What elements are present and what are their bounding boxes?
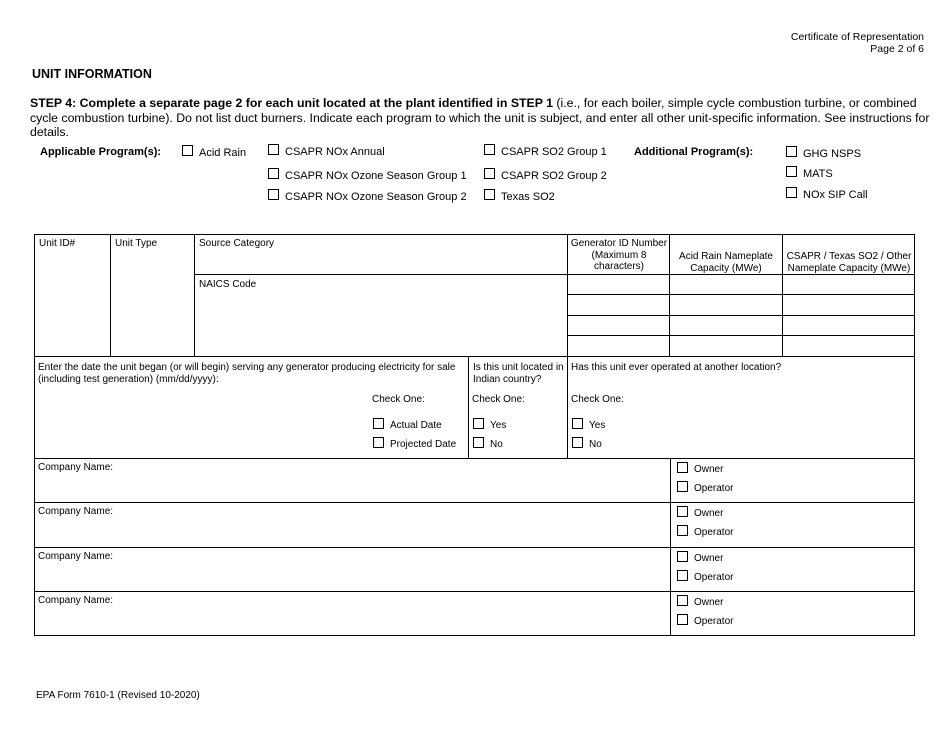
- company-4-operator-checkbox[interactable]: [677, 614, 688, 625]
- indian-yes-checkbox[interactable]: [473, 418, 484, 429]
- csapr-so2-g1-checkbox[interactable]: [484, 144, 495, 155]
- csapr-nox-ozone-g1-checkbox[interactable]: [268, 168, 279, 179]
- source-category-header: Source Category: [199, 238, 275, 249]
- additional-programs-label: Additional Program(s):: [634, 146, 754, 158]
- indian-no-checkbox[interactable]: [473, 437, 484, 448]
- step-label: STEP 4: [30, 96, 73, 110]
- unit-type-header: Unit Type: [115, 238, 158, 249]
- csapr-nox-ozone-g2-checkbox[interactable]: [268, 189, 279, 200]
- other-location-question: Has this unit ever operated at another location?: [571, 362, 782, 373]
- applicable-programs-label: Applicable Program(s):: [40, 146, 162, 158]
- acid-rain-capacity-header: Acid Rain Nameplate Capacity (MWe): [679, 251, 773, 274]
- csapr-capacity-header: CSAPR / Texas SO2 / Other Nameplate Capacity (MWe): [786, 251, 912, 274]
- company-2-owner-option[interactable]: Owner: [677, 508, 723, 519]
- indian-yes-option[interactable]: Yes: [473, 420, 506, 431]
- location-no-checkbox[interactable]: [572, 437, 583, 448]
- projected-date-option[interactable]: Projected Date: [373, 439, 456, 450]
- company-1-operator-option[interactable]: Operator: [677, 483, 733, 494]
- company-4-owner-checkbox[interactable]: [677, 595, 688, 606]
- start-date-question: Enter the date the unit began (or will begin) serving any generator producing electricity for sale (including test generation) (mm/dd/yyyy):: [38, 362, 456, 385]
- company-3-operator-option[interactable]: Operator: [677, 572, 733, 583]
- ghg-nsps-option[interactable]: GHG NSPS: [786, 148, 861, 160]
- acid-rain-checkbox[interactable]: [182, 145, 193, 156]
- step-bold-text: Complete a separate page 2 for each unit located at the plant identified in STEP 1: [79, 96, 553, 110]
- indian-country-question: Is this unit located in Indian country?: [473, 362, 564, 385]
- date-check-one: Check One:: [372, 394, 425, 405]
- location-yes-checkbox[interactable]: [572, 418, 583, 429]
- csapr-nox-annual-checkbox[interactable]: [268, 144, 279, 155]
- certificate-title: Certificate of Representation: [790, 31, 924, 43]
- step-instructions: STEP 4: Complete a separate page 2 for each unit located at the plant identified in STEP 1 (i.e., for each boiler, simple cycle combustion turbine, or combined cycle combustion turbine). Do not list duct burners. Indicate each program to which the unit is subject, and enter all other unit-specific information. See instructions for details.: [30, 96, 930, 139]
- company-4-owner-option[interactable]: Owner: [677, 597, 723, 608]
- actual-date-checkbox[interactable]: [373, 418, 384, 429]
- generator-id-header: Generator ID Number (Maximum 8 characters): [570, 238, 668, 272]
- company-1-operator-checkbox[interactable]: [677, 481, 688, 492]
- company-2-operator-checkbox[interactable]: [677, 525, 688, 536]
- company-3-operator-checkbox[interactable]: [677, 570, 688, 581]
- csapr-so2-g2-checkbox[interactable]: [484, 168, 495, 179]
- actual-date-option[interactable]: Actual Date: [373, 420, 442, 431]
- company-1-owner-checkbox[interactable]: [677, 462, 688, 473]
- company-1-owner-option[interactable]: Owner: [677, 464, 723, 475]
- company-name-label: Company Name:: [38, 462, 114, 473]
- location-yes-option[interactable]: Yes: [572, 420, 605, 431]
- step-rest-text: (i.e., for each boiler, simple cycle combustion turbine, or combined cycle combustion turbine). Do not list duct burners. Indicate each program to which the unit is subject, and enter all other unit-specific information. See instructions for details.: [30, 96, 930, 139]
- form-footer: EPA Form 7610-1 (Revised 10-2020): [36, 690, 200, 701]
- csapr-nox-ozone-g1-option[interactable]: CSAPR NOx Ozone Season Group 1: [268, 170, 467, 182]
- csapr-nox-ozone-g2-option[interactable]: CSAPR NOx Ozone Season Group 2: [268, 191, 467, 203]
- location-check-one: Check One:: [571, 394, 624, 405]
- page-header: [791, 31, 924, 55]
- acid-rain-option[interactable]: Acid Rain: [182, 147, 246, 159]
- company-4-operator-option[interactable]: Operator: [677, 616, 733, 627]
- company-2-operator-option[interactable]: Operator: [677, 527, 733, 538]
- page-number: Page 2 of 6: [870, 43, 924, 55]
- projected-date-checkbox[interactable]: [373, 437, 384, 448]
- csapr-so2-g2-option[interactable]: CSAPR SO2 Group 2: [484, 170, 607, 182]
- ghg-nsps-checkbox[interactable]: [786, 146, 797, 157]
- texas-so2-option[interactable]: Texas SO2: [484, 191, 555, 203]
- mats-option[interactable]: MATS: [786, 168, 833, 180]
- nox-sip-call-option[interactable]: NOx SIP Call: [786, 189, 868, 201]
- indian-no-option[interactable]: No: [473, 439, 503, 450]
- texas-so2-checkbox[interactable]: [484, 189, 495, 200]
- mats-checkbox[interactable]: [786, 166, 797, 177]
- csapr-so2-g1-option[interactable]: CSAPR SO2 Group 1: [484, 146, 607, 158]
- naics-code-label: NAICS Code: [199, 279, 257, 290]
- location-no-option[interactable]: No: [572, 439, 602, 450]
- section-title: UNIT INFORMATION: [32, 67, 152, 81]
- unit-id-header: Unit ID#: [39, 238, 76, 249]
- company-name-label: Company Name:: [38, 506, 114, 517]
- company-name-label: Company Name:: [38, 551, 114, 562]
- indian-check-one: Check One:: [472, 394, 525, 405]
- company-2-owner-checkbox[interactable]: [677, 506, 688, 517]
- company-3-owner-checkbox[interactable]: [677, 551, 688, 562]
- nox-sip-call-checkbox[interactable]: [786, 187, 797, 198]
- company-3-owner-option[interactable]: Owner: [677, 553, 723, 564]
- csapr-nox-annual-option[interactable]: CSAPR NOx Annual: [268, 146, 385, 158]
- company-name-label: Company Name:: [38, 595, 114, 606]
